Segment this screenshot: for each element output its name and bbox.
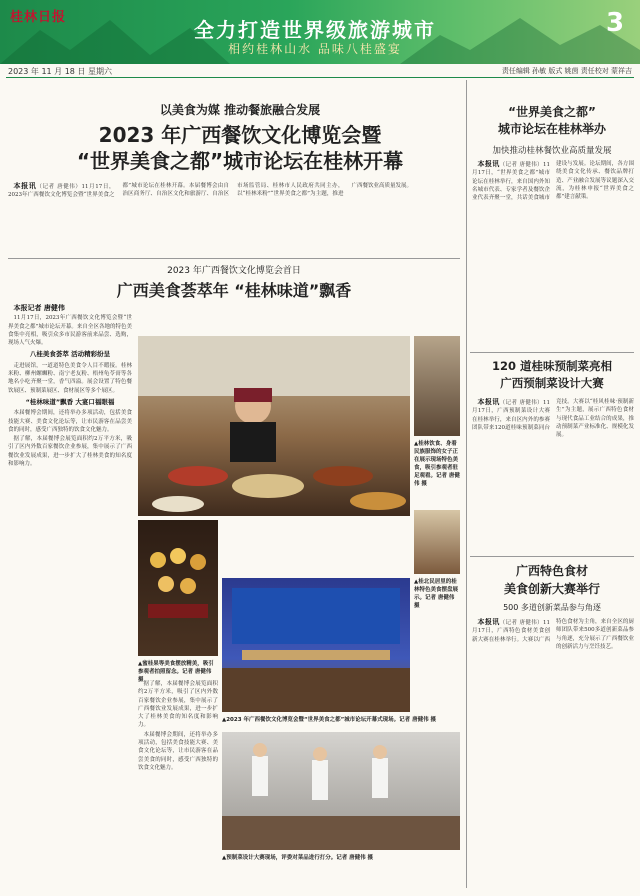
right-bot-text: （记者 唐健伟）11月17日，广西特色食材美食创新大赛在桂林举行。大赛以广西特色食材为主角，来自全区的厨师团队带来500多道创新菜品参与角逐，充分展示了广西餐饮业的创新活力与烹饪技艺。 bbox=[472, 619, 634, 650]
feature-overline: 2023 年广西餐饮文化博览会首日 bbox=[167, 266, 301, 276]
right-divider-2 bbox=[470, 556, 634, 557]
banner-subline: 相约桂林山水 品味八桂盛宴 bbox=[228, 42, 402, 56]
right-mid-byline: 本报讯 bbox=[477, 398, 500, 406]
right-mid-headline-line2: 广西预制菜设计大赛 bbox=[500, 376, 604, 390]
editor-credits: 责任编辑 孙敏 版式 姚茵 责任校对 蒙祥吉 bbox=[501, 67, 632, 75]
caption-pastries: ▲蜜桂果等美食摆放精美，吸引参观者拍照留念。记者 唐健伟 摄 bbox=[138, 661, 214, 683]
right-mid-body bbox=[472, 398, 634, 548]
caption-forum: ▲2023 年广西餐饮文化博览会暨“世界美食之都”城市论坛开幕式现场。记者 唐健伟 摄 bbox=[222, 717, 437, 723]
caption-main-photo: ▲桂林饮食、身着民族服饰的女子正在展示现场特色美食，吸引参观者驻足观看。记者 唐健伟 摄 bbox=[414, 441, 460, 487]
photo-forum-stage bbox=[222, 578, 410, 712]
photo-right-platter bbox=[414, 510, 460, 574]
right-column-divider bbox=[466, 80, 467, 888]
page-number: 3 bbox=[605, 8, 625, 38]
feature-para-4-cont: 据了解，本届餐博会展览面积约2万平方米，吸引了区内外数百家餐饮企业参展，集中展示了广西餐饮业发展成果，进一步扩大了桂林美食的知名度和影响力。 bbox=[138, 681, 218, 729]
right-top-body bbox=[472, 160, 634, 340]
newspaper-logo: 桂林日报 bbox=[10, 10, 67, 25]
issue-date: 2023 年 11 月 18 日 星期六 bbox=[8, 67, 112, 76]
main-photo-illustration bbox=[138, 336, 410, 516]
banner-headline: 全力打造世界级旅游城市 bbox=[194, 18, 436, 42]
right-bot-body bbox=[472, 618, 634, 888]
main-photo-food-stall bbox=[138, 336, 410, 516]
feature-para-3: 本届餐博会期间，还将举办多项活动，包括美食技能大赛、美食文化论坛等，让市民游客在品尝美食的同时，感受广西独特的饮食文化魅力。 bbox=[8, 410, 132, 433]
header-rule bbox=[6, 77, 634, 78]
feature-subhead-1: 八桂美食荟萃 活动精彩纷呈 bbox=[29, 350, 111, 359]
feature-byline: 本报记者 唐健伟 bbox=[13, 304, 65, 312]
feature-headline: 广西美食荟萃年 “桂林味道”飘香 bbox=[116, 281, 352, 300]
right-top-headline-line1: “世界美食之都” bbox=[508, 105, 596, 119]
right-divider-1 bbox=[470, 352, 634, 353]
lead-kicker: 以美食为媒 推动餐旅融合发展 bbox=[159, 103, 321, 117]
right-top-headline-line2: 城市论坛在桂林举办 bbox=[497, 122, 606, 136]
pastries-illustration bbox=[138, 520, 218, 656]
lead-body bbox=[8, 182, 458, 256]
lead-headline-line1: 2023 年广西餐饮文化博览会暨 bbox=[98, 123, 382, 147]
photo-right-vendors bbox=[414, 336, 460, 436]
right-bot-subtitle: 500 多道创新菜品参与角逐 bbox=[503, 603, 601, 612]
feature-subhead-2: “桂林味道”飘香 大宴口福眼福 bbox=[25, 397, 115, 406]
right-bot-byline: 本报讯 bbox=[477, 618, 500, 626]
caption-platter: ▲桂北民居里的桂林特色美食摆盘展示。记者 唐健伟 摄 bbox=[414, 579, 459, 609]
right-top-byline: 本报讯 bbox=[477, 160, 500, 168]
lead-byline: 本报讯 bbox=[13, 182, 37, 190]
right-mid-text: （记者 唐健伟）11月17日，广西预制菜设计大赛在桂林举行，来自区内外的参赛团队带来120道桂味预制菜同台竞技。大赛以“桂风桂味·预制新生”为主题，展示广西特色食材与现代食品工业结合的成果，推动预制菜产业标准化、规模化发展。 bbox=[472, 399, 634, 439]
feature-para-2: 走进展馆，一道道特色美食令人目不暇接。桂林米粉、柳州螺蛳粉、南宁老友粉、梧州龟苓膏等各地名小吃齐聚一堂，香气四溢。展会设置了特色餐饮展区、预制菜展区、食材展区等多个展区。 bbox=[8, 362, 132, 394]
right-bot-headline bbox=[472, 562, 632, 598]
feature-para-1: 11月17日，2023年广西餐饮文化博览会暨“世界美食之都”城市论坛开幕。来自全区各地的特色美食集中亮相，吸引众多市民游客前来品尝、选购，现场人气火爆。 bbox=[8, 315, 132, 347]
lead-headline-line2: “世界美食之都”城市论坛在桂林开幕 bbox=[76, 149, 404, 173]
caption-chefs: ▲预制菜设计大赛现场，评委对菜品进行打分。记者 唐健伟 摄 bbox=[222, 855, 374, 861]
lead-headline bbox=[20, 122, 460, 174]
right-top-text: （记者 唐健伟）11月17日，“世界美食之都”城市论坛在桂林举行，来自国内外知名城市代表、专家学者及餐饮企业代表齐聚一堂，共话美食城市建设与发展。论坛期间，各方围绕美食文化传承、餐饮品牌打造、产业融合发展等议题深入交流，为桂林申报“世界美食之都”建言献策。 bbox=[472, 161, 634, 202]
chefs-illustration bbox=[222, 732, 460, 850]
masthead-banner bbox=[0, 0, 640, 64]
photo-chefs-judging bbox=[222, 732, 460, 850]
right-top-subtitle: 加快推动桂林餐饮业高质量发展 bbox=[492, 146, 612, 156]
feature-column-left bbox=[8, 304, 132, 888]
forum-illustration bbox=[222, 578, 410, 712]
right-bot-headline-line2: 美食创新大赛举行 bbox=[503, 582, 600, 596]
right-mid-headline bbox=[472, 358, 632, 392]
lead-text: （记者 唐健伟）11月17日，2023年广西餐饮文化博览会暨“世界美食之都”城市论坛在桂林开幕。本届餐博会由自治区商务厅、自治区文化和旅游厅、自治区市场监管局、桂林市人民政府共同主办，以“桂林米粉”“世界美食之都”为主题，推进广西餐饮业高质量发展。 bbox=[8, 183, 413, 199]
feature-para-3-cont: 本届餐博会期间，还将举办多项活动，包括美食技能大赛、美食文化论坛等，让市民游客在品尝美食的同时，感受广西独特的饮食文化魅力。 bbox=[138, 731, 218, 771]
right-top-headline bbox=[472, 104, 632, 138]
right-bot-headline-line1: 广西特色食材 bbox=[515, 564, 588, 578]
feature-para-4: 据了解，本届餐博会展览面积约2万平方米，吸引了区内外数百家餐饮企业参展，集中展示了广西餐饮业发展成果，进一步扩大了桂林美食的知名度和影响力。 bbox=[8, 436, 132, 468]
right-mid-headline-line1: 120 道桂味预制菜亮相 bbox=[491, 359, 612, 373]
lead-divider bbox=[8, 258, 460, 259]
photo-pastries bbox=[138, 520, 218, 656]
feature-column-mid bbox=[138, 680, 218, 888]
